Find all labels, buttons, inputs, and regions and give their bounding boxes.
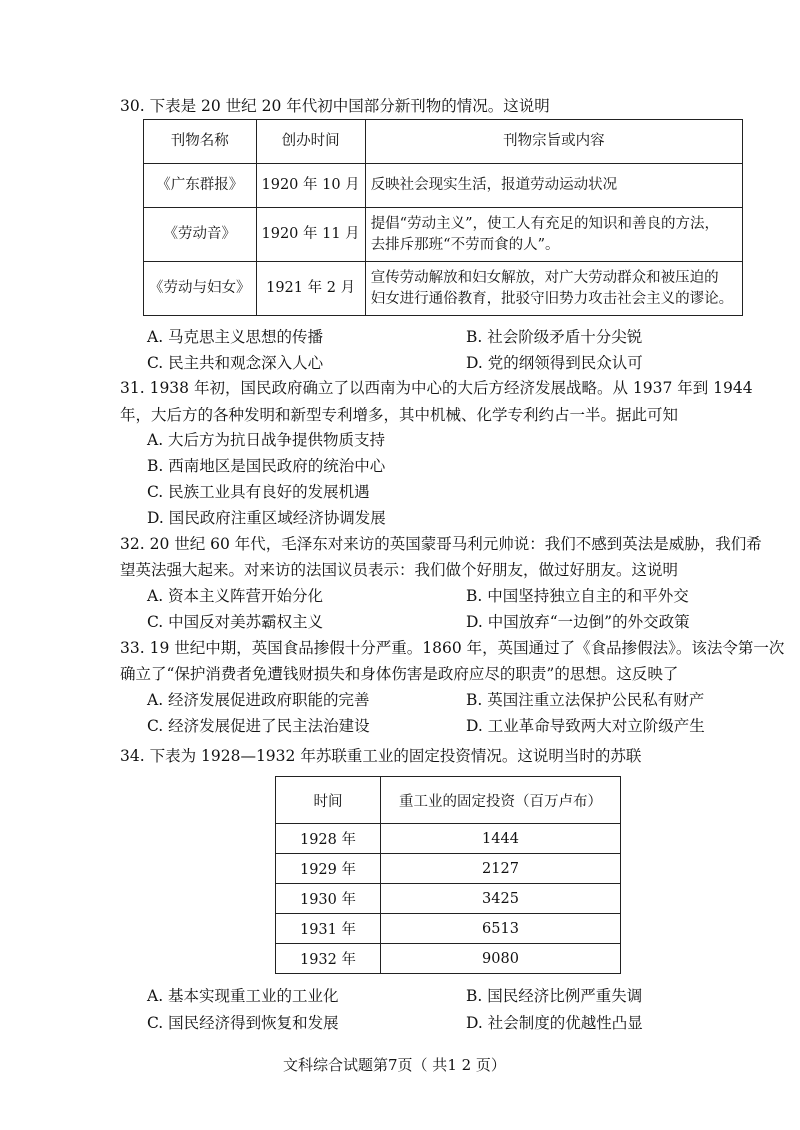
- table-cell: [365, 208, 742, 262]
- q30-stem: 30. 下表是 20 世纪 20 年代初中国部分新刊物的情况。这说明: [120, 97, 550, 115]
- q30-option-c[interactable]: C. 民主共和观念深入人心: [147, 354, 324, 372]
- table-row: [276, 854, 621, 884]
- table-cell: 9080: [381, 944, 621, 974]
- q31-option-a[interactable]: A. 大后方为抗日战争提供物质支持: [147, 431, 386, 449]
- table-cell: 1444: [381, 824, 621, 854]
- table-cell: 《劳动音》: [144, 208, 257, 262]
- table-header-cell: 刊物名称: [144, 120, 257, 164]
- table-row: [144, 164, 743, 208]
- q34-option-d[interactable]: D. 社会制度的优越性凸显: [466, 1014, 643, 1032]
- q33-option-c[interactable]: C. 经济发展促进了民主法治建设: [147, 717, 370, 735]
- q32-stem-line2: 望英法强大起来。对来访的法国议员表示：我们做个好朋友，做过好朋友。这说明: [120, 561, 679, 579]
- table-header-cell: 创办时间: [256, 120, 365, 164]
- table-cell: 6513: [381, 914, 621, 944]
- table-cell: 1920 年 10 月: [256, 164, 365, 208]
- table-cell-line: 反映社会现实生活，报道劳动运动状况: [370, 177, 618, 193]
- q30-option-a[interactable]: A. 马克思主义思想的传播: [147, 328, 324, 346]
- q32-stem-line1: 32. 20 世纪 60 年代，毛泽东对来访的英国蒙哥马利元帅说：我们不感到英法是威胁，我们希: [120, 535, 762, 553]
- table-header-row: [144, 120, 743, 164]
- table-row: [276, 884, 621, 914]
- table-row: [276, 914, 621, 944]
- q34-table: [275, 776, 621, 974]
- table-cell: 3425: [381, 884, 621, 914]
- table-row: [276, 944, 621, 974]
- page-footer: 文科综合试题第7页（ 共1 2 页）: [283, 1056, 506, 1074]
- table-cell: 2127: [381, 854, 621, 884]
- q32-option-a[interactable]: A. 资本主义阵营开始分化: [147, 587, 324, 605]
- table-cell: 1920 年 11 月: [256, 208, 365, 262]
- q31-option-b[interactable]: B. 西南地区是国民政府的统治中心: [147, 457, 386, 475]
- table-cell: 《广东群报》: [144, 164, 257, 208]
- table-cell: 1928 年: [276, 824, 381, 854]
- table-cell: 1929 年: [276, 854, 381, 884]
- q31-option-c[interactable]: C. 民族工业具有良好的发展机遇: [147, 483, 370, 501]
- q31-stem-line1: 31. 1938 年初，国民政府确立了以西南为中心的大后方经济发展战略。从 1937 年到 1944: [120, 379, 753, 397]
- table-header-row: [276, 777, 621, 824]
- table-cell-line: 提倡“劳动主义”，使工人有充足的知识和善良的方法，: [370, 215, 720, 232]
- table-cell: [365, 262, 742, 316]
- q30-option-d[interactable]: D. 党的纲领得到民众认可: [466, 354, 643, 372]
- q33-stem-line1: 33. 19 世纪中期，英国食品掺假十分严重。1860 年，英国通过了《食品掺假法》。该法令第一次: [120, 639, 785, 657]
- table-header-cell: 重工业的固定投资（百万卢布）: [381, 777, 621, 824]
- q34-option-a[interactable]: A. 基本实现重工业的工业化: [147, 987, 339, 1005]
- table-row: [276, 824, 621, 854]
- table-cell-line: 妇女进行通俗教育，批驳守旧势力攻击社会主义的谬论。: [370, 290, 734, 307]
- table-cell-line: 去排斥那班“不劳而食的人”。: [370, 236, 560, 253]
- q30-table: [143, 119, 743, 316]
- q33-option-d[interactable]: D. 工业革命导致两大对立阶级产生: [466, 717, 705, 735]
- table-cell: 1921 年 2 月: [256, 262, 365, 316]
- table-cell: 1932 年: [276, 944, 381, 974]
- table-cell: 《劳动与妇女》: [144, 262, 257, 316]
- q33-option-b[interactable]: B. 英国注重立法保护公民私有财产: [466, 691, 705, 709]
- table-cell-line: 宣传劳动解放和妇女解放，对广大劳动群众和被压迫的: [370, 269, 719, 286]
- q32-option-b[interactable]: B. 中国坚持独立自主的和平外交: [466, 587, 689, 605]
- q30-option-b[interactable]: B. 社会阶级矛盾十分尖锐: [466, 328, 643, 346]
- q32-option-d[interactable]: D. 中国放弃“一边倒”的外交政策: [466, 613, 690, 631]
- table-cell: [365, 164, 742, 208]
- q31-stem-line2: 年，大后方的各种发明和新型专利增多，其中机械、化学专利约占一半。据此可知: [120, 406, 679, 424]
- q31-option-d[interactable]: D. 国民政府注重区域经济协调发展: [147, 509, 386, 527]
- q34-option-c[interactable]: C. 国民经济得到恢复和发展: [147, 1014, 339, 1032]
- table-header-cell: 时间: [276, 777, 381, 824]
- q33-option-a[interactable]: A. 经济发展促进政府职能的完善: [147, 691, 370, 709]
- table-cell: 1930 年: [276, 884, 381, 914]
- table-cell: 1931 年: [276, 914, 381, 944]
- q32-option-c[interactable]: C. 中国反对美苏霸权主义: [147, 613, 324, 631]
- table-row: [144, 208, 743, 262]
- table-header-cell: 刊物宗旨或内容: [365, 120, 742, 164]
- q33-stem-line2: 确立了“保护消费者免遭钱财损失和身体伤害是政府应尽的职责”的思想。这反映了: [120, 665, 679, 683]
- q34-stem: 34. 下表为 1928—1932 年苏联重工业的固定投资情况。这说明当时的苏联: [120, 747, 642, 765]
- table-row: [144, 262, 743, 316]
- q34-option-b[interactable]: B. 国民经济比例严重失调: [466, 987, 643, 1005]
